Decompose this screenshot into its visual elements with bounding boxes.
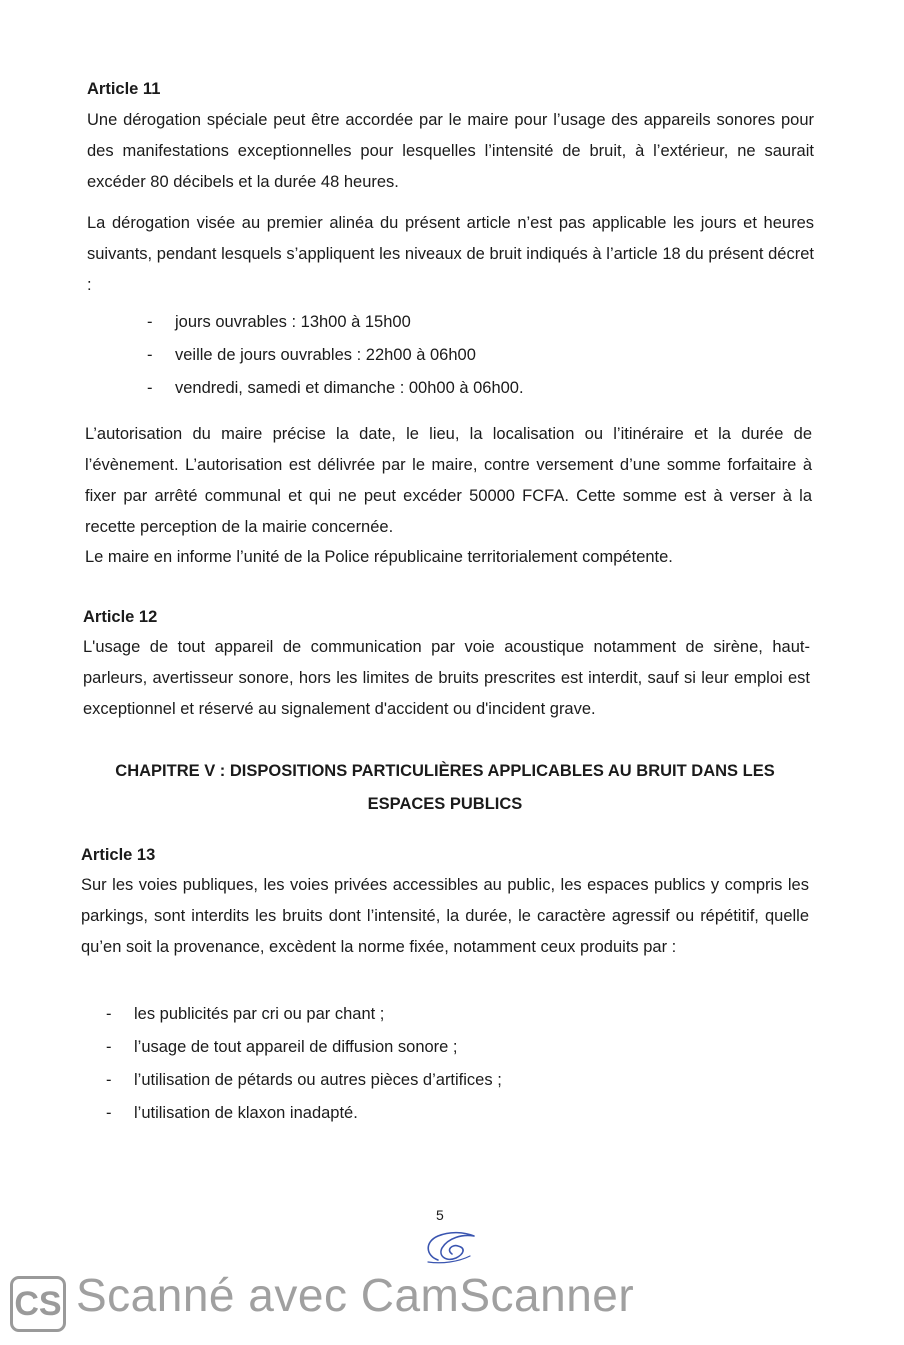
article-12-title: Article 12 bbox=[83, 608, 158, 626]
article-11-paragraph-2: La dérogation visée au premier alinéa du présent article n’est pas applicable les jours et heures suivants, pendant lesquels s’appliquent les niveaux de bruit indiqués à l’article 18 du présent décret : bbox=[87, 214, 814, 294]
article-11 bbox=[87, 80, 814, 301]
list-item bbox=[106, 1031, 706, 1064]
chapter-heading bbox=[80, 755, 810, 821]
list-item-text: jours ouvrables : 13h00 à 15h00 bbox=[175, 313, 411, 331]
article-11-time-list bbox=[147, 306, 747, 405]
dash-bullet: - bbox=[106, 1038, 112, 1056]
article-12 bbox=[83, 608, 810, 725]
dash-bullet: - bbox=[106, 1071, 112, 1089]
list-item bbox=[147, 339, 747, 372]
dash-bullet: - bbox=[147, 379, 153, 397]
camscanner-watermark-text: Scanné avec CamScanner bbox=[76, 1269, 635, 1321]
list-item bbox=[147, 306, 747, 339]
article-11-paragraph-1: Une dérogation spéciale peut être accordée par le maire pour l’usage des appareils sonores pour des manifestations exceptionnelles pour lesquelles l’intensité de bruit, à l’extérieur, ne saurait excéder 80 décibels et la durée 48 heures. bbox=[87, 111, 814, 191]
article-13-title: Article 13 bbox=[81, 846, 156, 864]
page-number: 5 bbox=[436, 1207, 444, 1223]
list-item-text: vendredi, samedi et dimanche : 00h00 à 06h00. bbox=[175, 379, 524, 397]
article-11-paragraph-3: L’autorisation du maire précise la date, le lieu, la localisation ou l’itinéraire et la durée de l’évènement. L’autorisation est délivrée par le maire, contre versement d’une somme forfaitaire à fixer par arrêté communal et qui ne peut excéder 50000 FCFA. Cette somme est à verser à la recette perception de la mairie concernée. bbox=[85, 425, 812, 536]
article-11-paragraph-4: Le maire en informe l’unité de la Police républicaine territorialement compétente. bbox=[85, 548, 673, 566]
article-13-paragraph-1: Sur les voies publiques, les voies privées accessibles au public, les espaces publics y compris les parkings, sont interdits les bruits dont l’intensité, la durée, le caractère agressif ou répétitif, quelle qu’en soit la provenance, excèdent la norme fixée, notamment ceux produits par : bbox=[81, 876, 809, 956]
article-11-continued bbox=[85, 419, 812, 571]
list-item-text: l’utilisation de klaxon inadapté. bbox=[134, 1104, 358, 1122]
chapter-heading-line-2: ESPACES PUBLICS bbox=[367, 795, 523, 813]
dash-bullet: - bbox=[106, 1005, 112, 1023]
dash-bullet: - bbox=[147, 313, 153, 331]
list-item bbox=[106, 1097, 706, 1130]
list-item-text: l’usage de tout appareil de diffusion sonore ; bbox=[134, 1038, 458, 1056]
list-item bbox=[147, 372, 747, 405]
dash-bullet: - bbox=[106, 1104, 112, 1122]
camscanner-logo: CS bbox=[10, 1276, 66, 1332]
list-item-text: veille de jours ouvrables : 22h00 à 06h00 bbox=[175, 346, 476, 364]
chapter-heading-line-1: CHAPITRE V : DISPOSITIONS PARTICULIÈRES APPLICABLES AU BRUIT DANS LES bbox=[115, 762, 775, 780]
article-13-noise-list bbox=[106, 998, 706, 1130]
article-13 bbox=[81, 846, 809, 963]
initials-signature bbox=[418, 1226, 482, 1270]
list-item bbox=[106, 1064, 706, 1097]
dash-bullet: - bbox=[147, 346, 153, 364]
list-item-text: les publicités par cri ou par chant ; bbox=[134, 1005, 385, 1023]
article-12-paragraph-1: L'usage de tout appareil de communication par voie acoustique notamment de sirène, haut-parleurs, avertisseur sonore, hors les limites de bruits prescrites est interdit, sauf si leur emploi est exceptionnel et réservé au signalement d'accident ou d'incident grave. bbox=[83, 638, 810, 718]
article-11-title: Article 11 bbox=[87, 80, 161, 98]
list-item-text: l’utilisation de pétards ou autres pièces d’artifices ; bbox=[134, 1071, 502, 1089]
list-item bbox=[106, 998, 706, 1031]
